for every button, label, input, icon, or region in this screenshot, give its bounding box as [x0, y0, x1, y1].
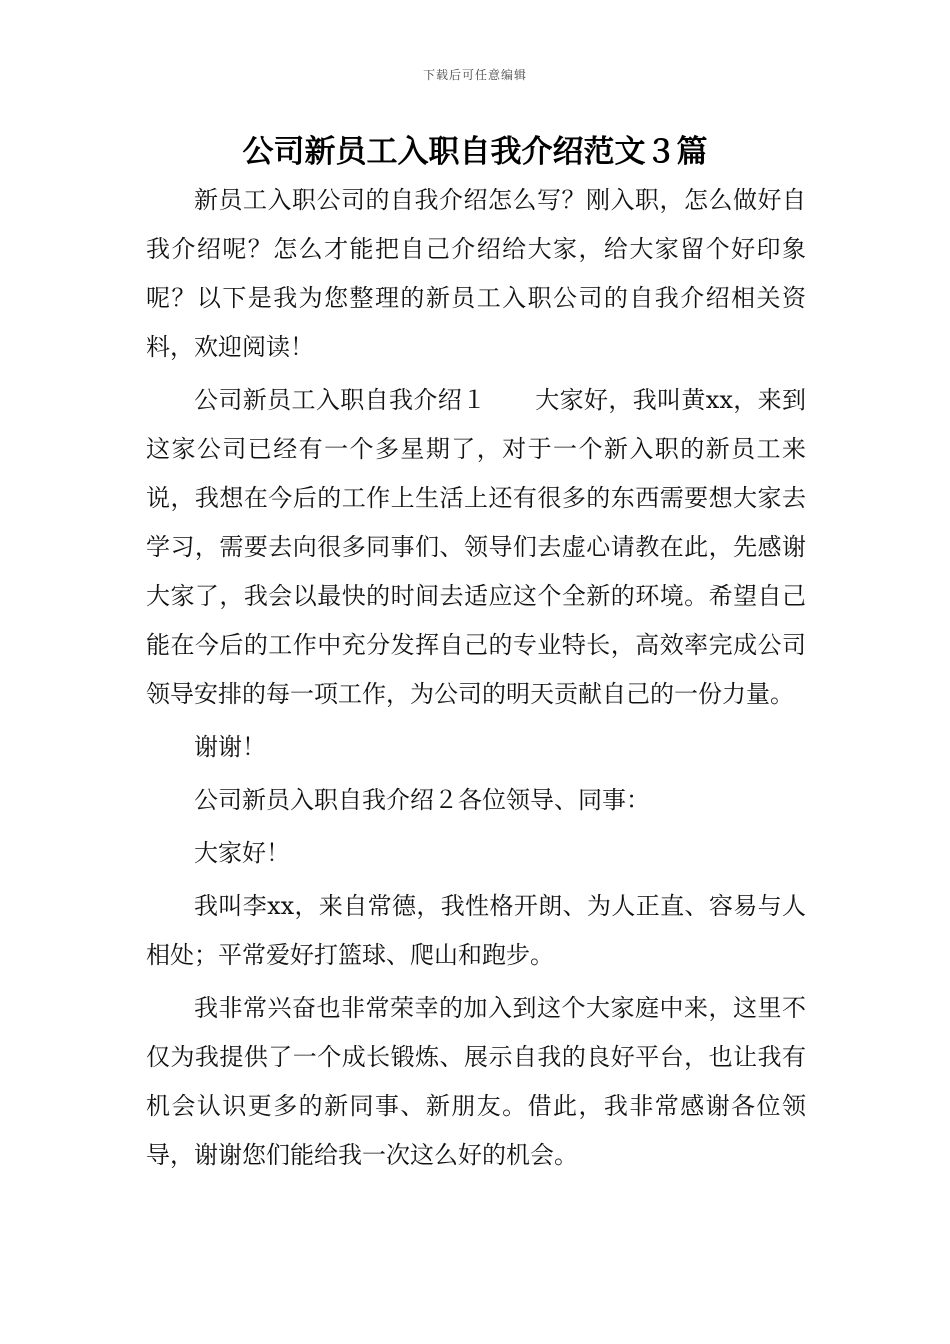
header-note: 下载后可任意编辑: [422, 68, 527, 82]
paragraph-intro: 新员工入职公司的自我介绍怎么写？刚入职，怎么做好自我介绍呢？怎么才能把自己介绍给大家，给大家留个好印象呢？以下是我为您整理的新员工入职公司的自我介绍相关资料，欢迎阅读！: [146, 186, 806, 361]
paragraph-greeting: 大家好！: [194, 839, 290, 867]
paragraph-self-intro: 我叫李xx，来自常德，我性格开朗、为人正直、容易与人相处；平常爱好打篮球、爬山和跑步。: [146, 892, 806, 969]
paragraph-sample-2-heading: 公司新员入职自我介绍２各位领导、同事：: [194, 786, 650, 814]
paragraph-thanks: 谢谢！: [194, 733, 266, 761]
paragraph-gratitude: 我非常兴奋也非常荣幸的加入到这个大家庭中来，这里不仅为我提供了一个成长锻炼、展示自我的良好平台，也让我有机会认识更多的新同事、新朋友。借此，我非常感谢各位领导，谢谢您们能给我一次这么好的机会。: [146, 994, 806, 1169]
paragraph-sample-1: 公司新员工入职自我介绍１ 大家好，我叫黄xx，来到这家公司已经有一个多星期了，对于一个新入职的新员工来说，我想在今后的工作上生活上还有很多的东西需要想大家去学习，需要去向很多同事们、领导们去虚心请教在此，先感谢大家了，我会以最快的时间去适应这个全新的环境。希望自己能在今后的工作中充分发挥自己的专业特长，高效率完成公司领导安排的每一项工作，为公司的明天贡献自己的一份力量。: [146, 386, 806, 708]
document-title: 公司新员工入职自我介绍范文３篇: [242, 134, 708, 170]
document-body: [146, 176, 806, 1184]
